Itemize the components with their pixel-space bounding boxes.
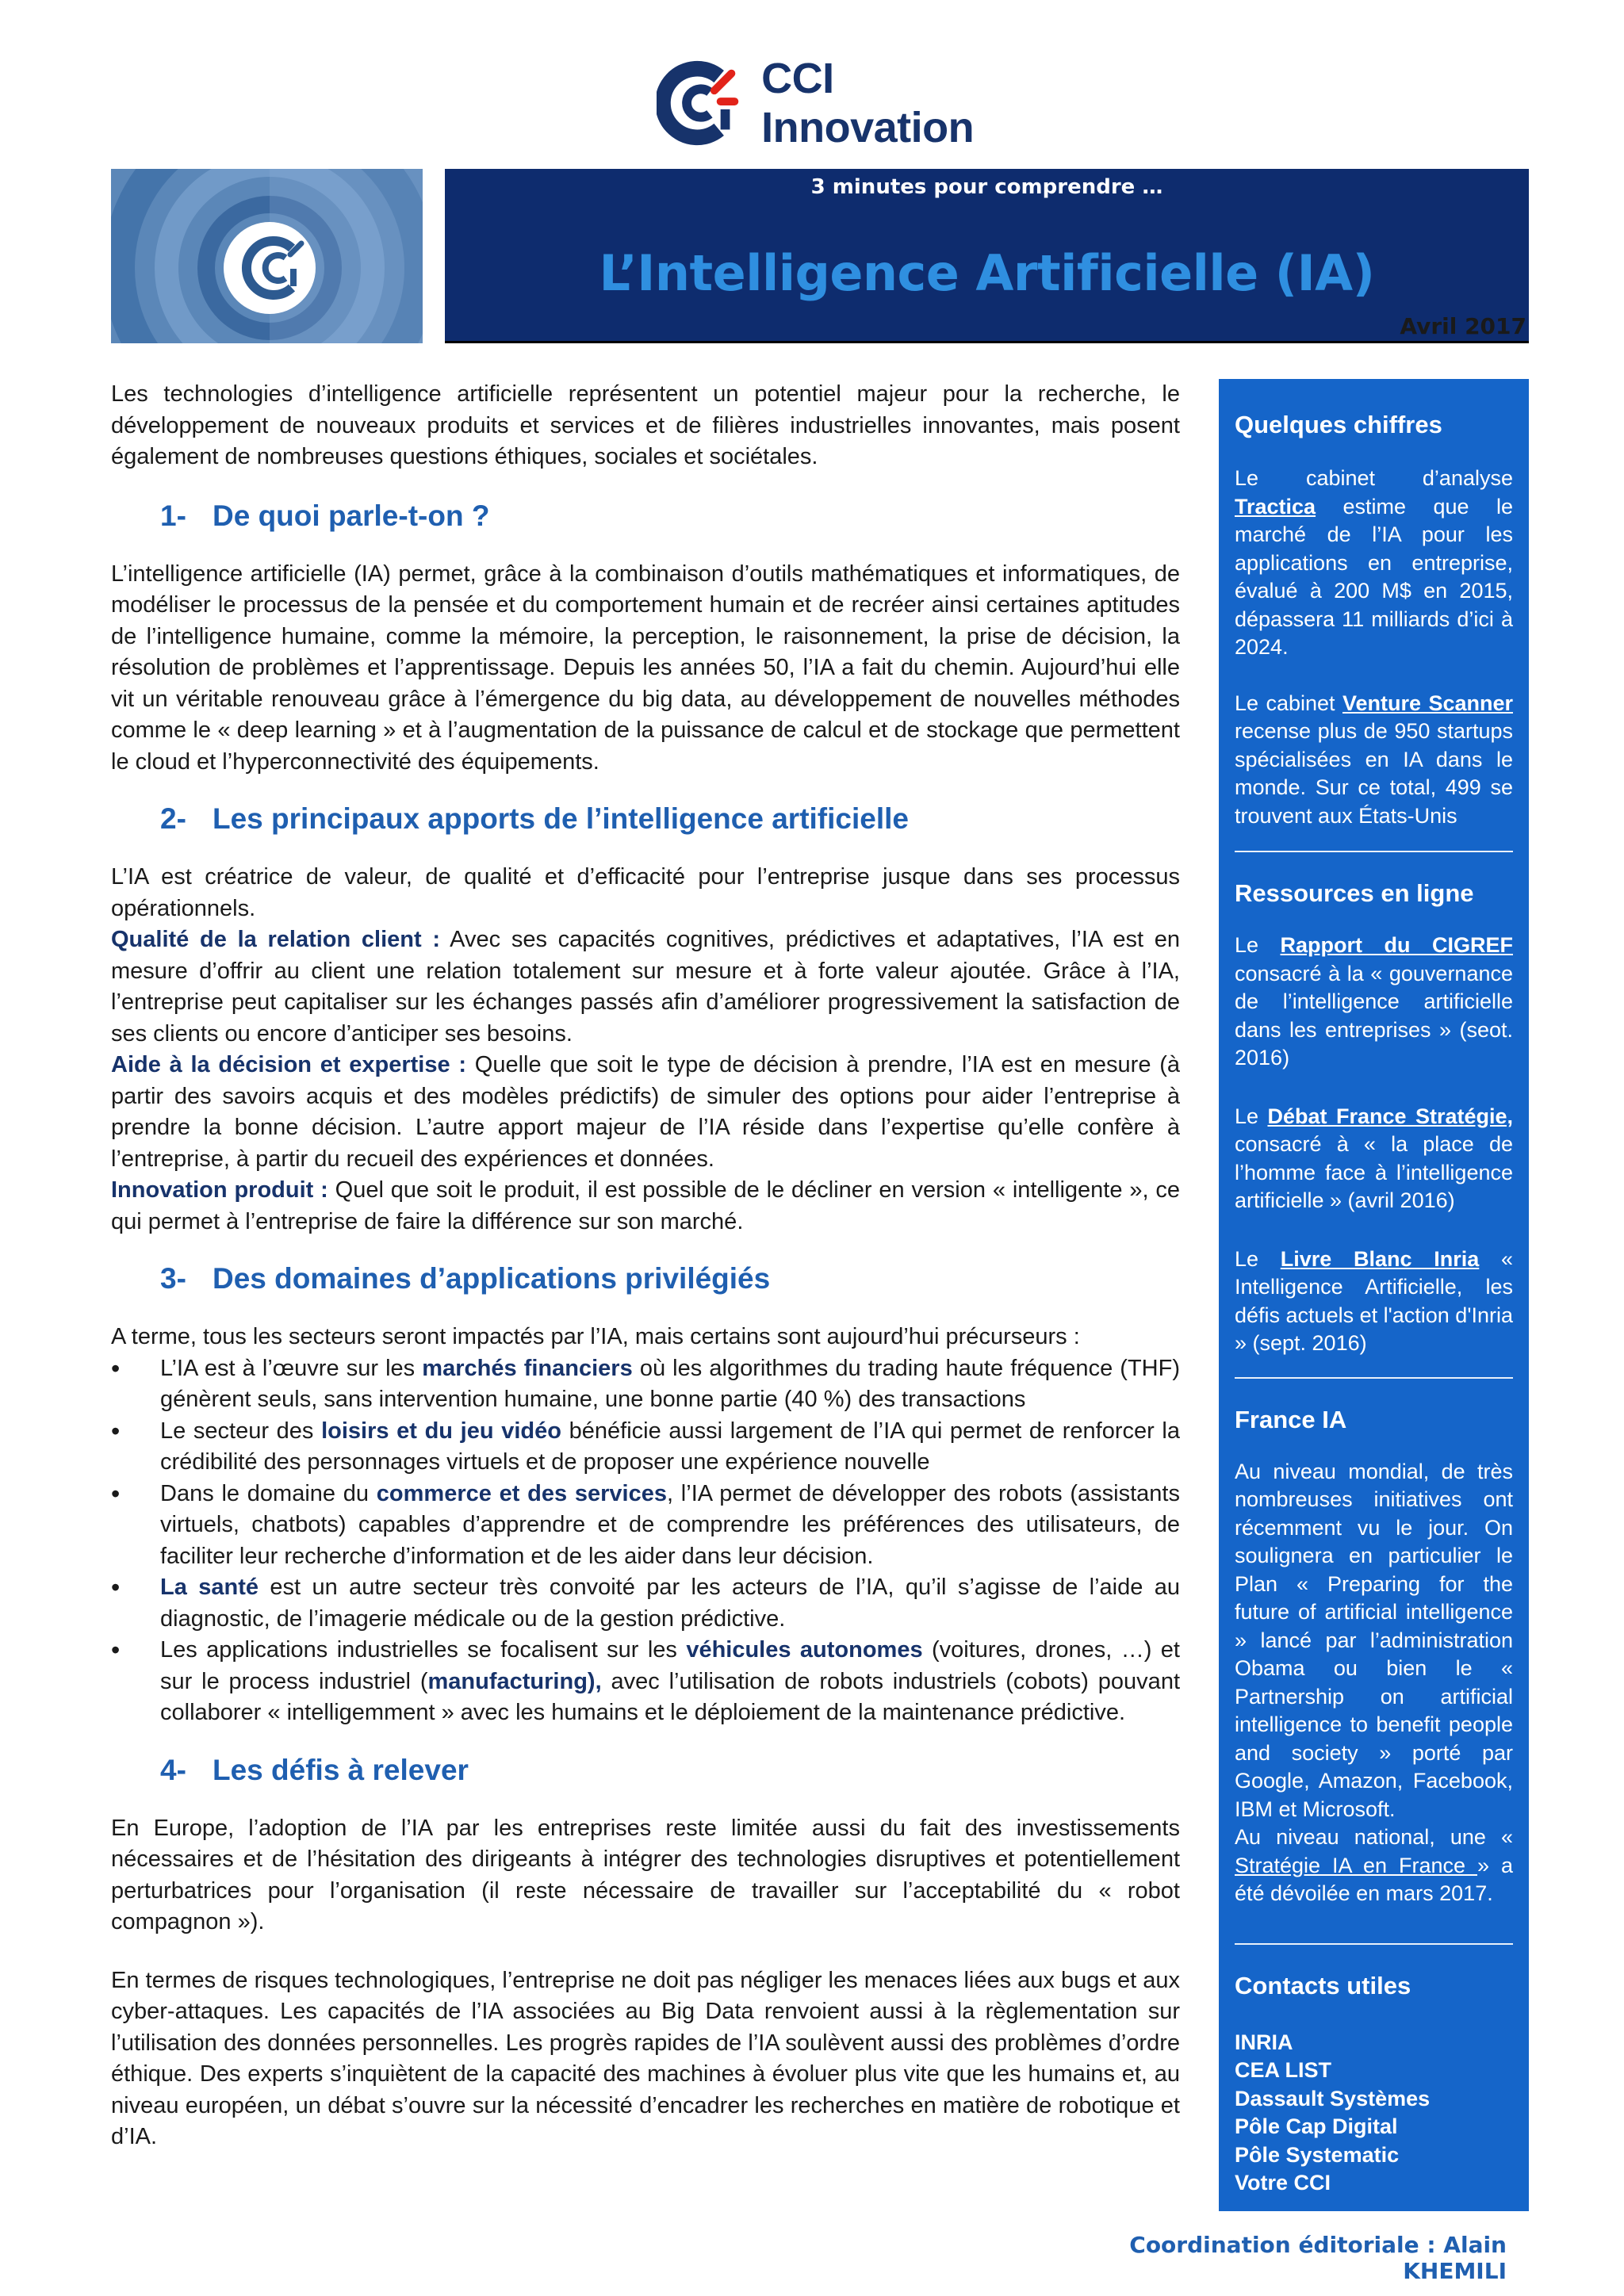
section-4-paragraph-2: En termes de risques technologiques, l’entreprise ne doit pas négliger les menaces liées aux bugs et aux cyber-attaques. Les capacités de l’IA associées au Big Data renvoient aussi à la règlementation sur l’utilisation des données personnelles. Les progrès rapides de l’IA soulèvent aussi des problèmes d’ordre éthique. Des experts s’inquiètent de la capacité des machines à évoluer plus vite que les humains et, au niveau européen, un débat s’ouvre sur la nécessité d’encadrer les recherches en matière de robotique et d’IA.: [111, 1967, 1180, 2149]
list-item: • La santé est un autre secteur très convoité par les acteurs de l’IA, qu’il s’agisse de l’aide au diagnostic, de l’imagerie médicale ou de la gestion prédictive.: [111, 1572, 1180, 1635]
cigref-link[interactable]: Rapport du CIGREF: [1280, 933, 1513, 957]
resource-cigref: Le Rapport du CIGREF consacré à la « gouvernance de l’intelligence artificielle dans les entreprises » (seot. 2016): [1235, 933, 1513, 1070]
contact-item: Dassault Systèmes: [1235, 2086, 1431, 2110]
contacts-list: [1235, 2029, 1513, 2198]
tractica-link[interactable]: Tractica: [1235, 494, 1316, 519]
contact-item: Pôle Systematic: [1235, 2142, 1400, 2167]
section-heading-3: 3- Des domaines d’applications privilégiés: [160, 1262, 771, 1295]
figure-venture-scanner: Le cabinet Venture Scanner recense plus de 950 startups spécialisées en IA dans le monde. Sur ce total, 499 se trouvent aux États-Unis: [1235, 691, 1513, 828]
contact-item: INRIA: [1235, 2030, 1293, 2054]
venture-scanner-link[interactable]: Venture Scanner: [1342, 691, 1513, 715]
section-2-intro: L’IA est créatrice de valeur, de qualité et d’efficacité pour l’entreprise jusque dans ses processus opérationnels.: [111, 864, 1180, 921]
france-strategie-link[interactable]: Débat France Stratégie,: [1267, 1104, 1513, 1128]
strategie-ia-link[interactable]: Stratégie IA en France: [1235, 1853, 1477, 1877]
application-domains-list: [111, 1353, 1180, 1729]
contact-item: Pôle Cap Digital: [1235, 2114, 1398, 2138]
divider: [1235, 1377, 1513, 1379]
list-item: • Dans le domaine du commerce et des services, l’IA permet de développer des robots (assistants virtuels, chatbots) capables d’apprendre et de comprendre les préférences des utilisateurs, de faciliter leur recherche d’information et de les aider dans leur décision.: [111, 1479, 1180, 1573]
section-3-intro: A terme, tous les secteurs seront impactés par l’IA, mais certains sont aujourd’hui précurseurs :: [111, 1324, 1080, 1349]
quality-paragraph: Qualité de la relation client : Avec ses capacités cognitives, prédictives et adaptatives, l’IA est en mesure d’offrir au client une relation totalement sur mesure et à forte valeur ajoutée. Grâce à l’IA, l’entreprise peut capitaliser sur les échanges passés afin d’améliorer progressivement la satisfaction de ses clients ou encore d’anticiper ses besoins.: [111, 927, 1180, 1047]
banner-kicker: 3 minutes pour comprendre …: [810, 175, 1163, 199]
editorial-credit: Coordination éditoriale : Alain KHEMILI: [1129, 2232, 1507, 2284]
resource-france-strategie: Le Débat France Stratégie, consacré à « la place de l’homme face à l’intelligence artificielle » (avril 2016): [1235, 1104, 1513, 1212]
section-heading-1: 1- De quoi parle-t-on ?: [160, 499, 490, 532]
contact-item: Votre CCI: [1235, 2171, 1331, 2195]
page-title: L’Intelligence Artificielle (IA): [599, 244, 1375, 302]
contact-item: CEA LIST: [1235, 2058, 1332, 2082]
france-ia-paragraph: Au niveau mondial, de très nombreuses initiatives ont récemment vu le jour. On soulignera en particulier le Plan « Preparing for the future of artificial intelligence » lancé par l’administration Obama ou bien le « Partnership on artificial intelligence to benefit people and society » porté par Google, Amazon, Facebook, IBM et Microsoft.: [1235, 1459, 1513, 1821]
innovation-paragraph: Innovation produit : Quel que soit le produit, il est possible de le décliner en version « intelligente », ce qui permet à l’entreprise de faire la différence sur son marché.: [111, 1177, 1180, 1234]
sidebar-heading-figures: Quelques chiffres: [1235, 411, 1442, 438]
brand-logo: [657, 55, 1053, 151]
divider: [1235, 851, 1513, 852]
france-ia-national: Au niveau national, une « Stratégie IA en France » a été dévoilée en mars 2017.: [1235, 1825, 1513, 1905]
cci-emblem-icon: [111, 169, 423, 343]
section-heading-2: 2- Les principaux apports de l’intelligence artificielle: [160, 802, 909, 835]
list-item: • Les applications industrielles se focalisent sur les véhicules autonomes (voitures, drones, …) et sur le process industriel (manufacturing), avec l’utilisation de robots industriels (cobots) pouvant collaborer « intelligemment » avec les humains et le déploiement de la maintenance prédictive.: [111, 1635, 1180, 1729]
publication-date: Avril 2017: [1400, 313, 1526, 339]
inria-white-paper-link[interactable]: Livre Blanc Inria: [1280, 1246, 1480, 1271]
decision-paragraph: Aide à la décision et expertise : Quelle que soit le type de décision à prendre, l’IA est en mesure (à partir des savoirs acquis et des modèles prédictifs) de simuler des options pour aider l’entreprise à prendre la bonne décision. L’autre apport majeur de l’IA réside dans l’expertise qu’elle confère à l’entreprise, à partir du recueil des expériences et données.: [111, 1052, 1180, 1172]
sidebar: [1219, 379, 1529, 2211]
main-column: [111, 379, 1180, 2153]
list-item: • L’IA est à l’œuvre sur les marchés financiers où les algorithmes du trading haute fréquence (THF) génèrent seuls, sans intervention humaine, une bonne partie (40 %) des transactions: [111, 1353, 1180, 1416]
section-heading-4: 4- Les défis à relever: [160, 1753, 469, 1786]
sidebar-heading-france-ia: France IA: [1235, 1405, 1347, 1433]
figure-tractica: Le cabinet d’analyse Tractica estime que le marché de l’IA pour les applications en entreprise, évalué à 200 M$ en 2015, dépassera 11 milliards d’ici à 2024.: [1235, 466, 1513, 659]
cci-logo-icon: [657, 59, 744, 147]
sidebar-heading-resources: Ressources en ligne: [1235, 879, 1474, 907]
section-4-paragraph-1: En Europe, l’adoption de l’IA par les entreprises reste limitée aussi du fait des investissements nécessaires et de l’hésitation des dirigeants à intégrer des technologies disruptives et potentiellement perturbatrices pour l’organisation (il reste nécessaire de travailler sur l’acceptabilité du « robot compagnon »).: [111, 1815, 1180, 1934]
sidebar-heading-contacts: Contacts utiles: [1235, 1971, 1411, 1999]
list-item: • Le secteur des loisirs et du jeu vidéo bénéficie aussi largement de l’IA qui permet de renforcer la crédibilité des personnages virtuels et de proposer une expérience nouvelle: [111, 1416, 1180, 1479]
banner-image: [111, 169, 423, 343]
section-1-paragraph: L’intelligence artificielle (IA) permet, grâce à la combinaison d’outils mathématiques et informatiques, de modéliser le processus de la pensée et du comportement humain et de recréer ainsi certaines aptitudes de l’intelligence humaine, comme la mémoire, la perception, le raisonnement, la prise de décision, la résolution de problèmes et l’apprentissage. Depuis les années 50, l’IA a fait du chemin. Aujourd’hui elle vit un véritable renouveau grâce à l’émergence du big data, au développement de nouvelles méthodes comme le « deep learning » et à l’augmentation de la puissance de calcul et de stockage que permettent le cloud et l’hyperconnectivité des équipements.: [111, 561, 1180, 775]
divider: [1235, 1943, 1513, 1945]
intro-paragraph: Les technologies d’intelligence artificielle représentent un potentiel majeur pour la recherche, le développement de nouveaux produits et services et de filières industrielles innovantes, mais posent également de nombreuses questions éthiques, sociales et sociétales.: [111, 381, 1180, 469]
brand-name: CCI Innovation: [761, 55, 975, 151]
resource-inria: Le Livre Blanc Inria « Intelligence Artificielle, les défis actuels et l'action d'Inria » (sept. 2016): [1235, 1246, 1513, 1355]
